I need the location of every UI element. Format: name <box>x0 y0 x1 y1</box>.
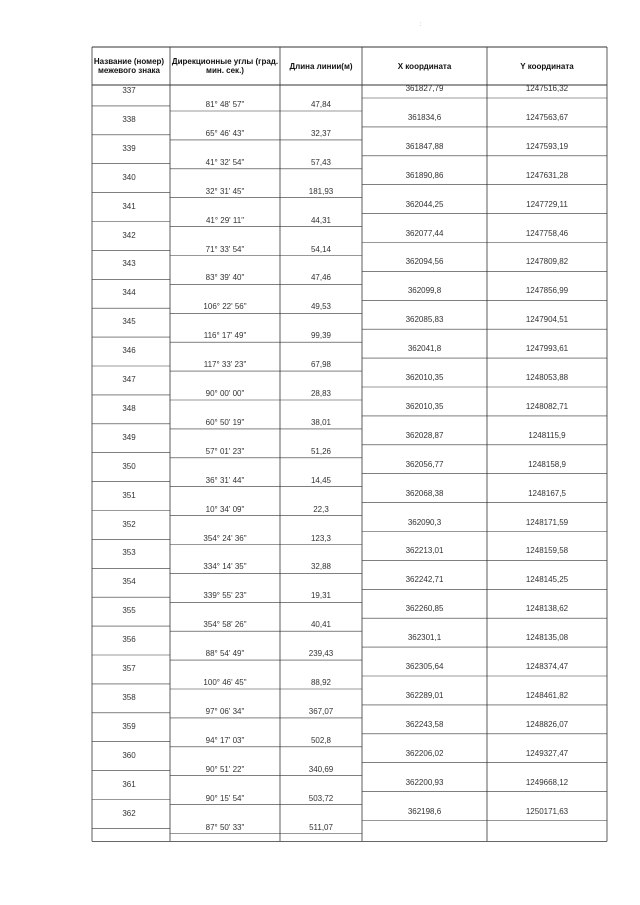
y-coordinate: 1247993,61 <box>525 344 569 354</box>
point-name: 341 <box>122 201 136 211</box>
y-coordinate: 1249668,12 <box>525 777 569 787</box>
x-coordinate: 361827,79 <box>405 84 444 93</box>
x-coordinate: 362094,56 <box>405 257 444 267</box>
point-name: 347 <box>122 375 136 384</box>
direction-angle: 36° 31' 44" <box>205 475 245 485</box>
point-name: 351 <box>122 490 136 500</box>
y-coordinate: 1248138,62 <box>525 604 569 614</box>
y-coordinate: 1248135,08 <box>525 633 569 643</box>
direction-angle: 32° 31' 45" <box>205 186 245 196</box>
header-point-name: Название (номер) межевого знака <box>93 57 165 75</box>
direction-angle: 100° 46' 45" <box>203 678 247 687</box>
x-coordinate: 362243,58 <box>405 719 444 729</box>
y-coordinate: 1247631,28 <box>525 170 569 180</box>
x-coordinate: 362099,8 <box>407 286 442 296</box>
line-length: 88,92 <box>310 678 332 687</box>
line-length: 367,07 <box>308 706 334 716</box>
point-name: 343 <box>122 259 136 269</box>
point-name: 357 <box>122 664 136 673</box>
line-length: 19,31 <box>310 591 332 601</box>
line-length: 503,72 <box>308 793 334 803</box>
y-coordinate: 1248167,5 <box>528 488 566 498</box>
direction-angle: 81° 48' 57" <box>205 100 245 109</box>
y-coordinate: 1247729,11 <box>526 199 568 209</box>
x-coordinate: 362213,01 <box>405 546 444 556</box>
direction-angle: 354° 58' 26" <box>203 620 247 630</box>
point-name: 342 <box>122 230 136 240</box>
point-name: 361 <box>122 779 136 789</box>
line-length: 40,41 <box>310 620 332 630</box>
y-coordinate: 1247593,19 <box>525 141 569 151</box>
y-coordinate: 1247758,46 <box>525 228 569 238</box>
point-name: 359 <box>122 721 136 731</box>
direction-angle: 94° 17' 03" <box>205 735 245 745</box>
x-coordinate: 362198,6 <box>407 806 442 816</box>
x-coordinate: 362068,38 <box>405 488 444 498</box>
x-coordinate: 362305,64 <box>405 662 444 671</box>
x-coordinate: 362010,35 <box>405 401 444 411</box>
point-name: 362 <box>122 808 136 818</box>
direction-angle: 339° 55' 23" <box>203 591 247 601</box>
x-coordinate: 362242,71 <box>405 575 444 585</box>
point-name: 358 <box>122 692 136 702</box>
point-name: 345 <box>122 317 136 327</box>
y-coordinate: 1248461,82 <box>525 690 569 700</box>
page-marker: : <box>420 22 422 28</box>
direction-angle: 116° 17' 49" <box>203 331 247 341</box>
direction-angle: 106° 22' 56" <box>203 302 247 312</box>
line-length: 32,37 <box>310 128 332 138</box>
y-coordinate: 1248374,47 <box>525 662 569 671</box>
x-coordinate: 362260,85 <box>405 604 444 614</box>
x-coordinate: 362056,77 <box>405 459 444 469</box>
direction-angle: 90° 00' 00" <box>205 389 245 398</box>
point-name: 354 <box>122 577 136 587</box>
x-coordinate: 361847,88 <box>405 141 444 151</box>
y-coordinate: 1248158,9 <box>528 459 566 469</box>
line-length: 22,3 <box>313 504 329 514</box>
line-length: 32,88 <box>310 562 332 572</box>
line-length: 47,46 <box>310 273 332 283</box>
x-coordinate: 362028,87 <box>405 430 444 440</box>
direction-angle: 60° 50' 19" <box>205 417 245 427</box>
line-length: 181,93 <box>308 186 334 196</box>
direction-angle: 88° 54' 49" <box>205 649 245 659</box>
y-coordinate: 1248159,58 <box>525 546 569 556</box>
y-coordinate: 1247904,51 <box>525 315 569 325</box>
line-length: 14,45 <box>310 475 332 485</box>
y-coordinate: 1248171,59 <box>525 517 569 527</box>
x-coordinate: 362085,83 <box>405 315 444 325</box>
x-coordinate: 362044,25 <box>405 199 444 209</box>
line-length: 28,83 <box>310 389 332 398</box>
x-coordinate: 362010,35 <box>405 373 444 382</box>
x-coordinate: 361890,86 <box>405 170 444 180</box>
point-name: 340 <box>122 172 136 182</box>
direction-angle: 83° 39' 40" <box>205 273 245 283</box>
y-coordinate: 1248826,07 <box>525 719 569 729</box>
point-name: 339 <box>122 143 136 153</box>
line-length: 502,8 <box>310 735 332 745</box>
y-coordinate: 1250171,63 <box>525 806 569 816</box>
y-coordinate: 1248082,71 <box>525 401 569 411</box>
x-coordinate: 362200,93 <box>405 777 444 787</box>
y-coordinate: 1247516,32 <box>525 84 569 93</box>
direction-angle: 10° 34' 09" <box>205 504 245 514</box>
point-name: 355 <box>122 606 136 616</box>
header-x-coordinate: X координата <box>397 61 452 71</box>
header-y-coordinate: Y координата <box>520 61 574 71</box>
x-coordinate: 362206,02 <box>405 748 444 758</box>
direction-angle: 41° 32' 54" <box>205 157 245 167</box>
line-length: 123,3 <box>310 533 332 543</box>
point-name: 352 <box>122 519 136 529</box>
direction-angle: 57° 01' 23" <box>205 446 245 456</box>
direction-angle: 97° 06' 34" <box>205 706 245 716</box>
line-length: 49,53 <box>310 302 332 312</box>
line-length: 340,69 <box>308 764 334 774</box>
line-length: 54,14 <box>310 244 332 254</box>
point-name: 346 <box>122 346 136 356</box>
y-coordinate: 1248115,9 <box>528 430 566 440</box>
point-name: 350 <box>122 461 136 471</box>
header-line-length: Длина линии(м) <box>289 61 353 71</box>
line-length: 99,39 <box>310 331 332 341</box>
direction-angle: 334° 14' 35" <box>203 562 247 572</box>
point-name: 348 <box>122 403 136 413</box>
line-length: 44,31 <box>310 215 332 225</box>
x-coordinate: 362077,44 <box>405 228 444 238</box>
direction-angle: 90° 15' 54" <box>205 793 245 803</box>
x-coordinate: 362301,1 <box>407 633 442 643</box>
y-coordinate: 1247856,99 <box>525 286 569 296</box>
header-direction-angle: Дирекционные углы (град. мин. сек.) <box>171 57 279 75</box>
x-coordinate: 362289,01 <box>405 690 444 700</box>
y-coordinate: 1247563,67 <box>525 112 569 122</box>
direction-angle: 87° 50' 33" <box>205 822 245 832</box>
x-coordinate: 362090,3 <box>407 517 442 527</box>
direction-angle: 117° 33' 23" <box>203 360 247 370</box>
point-name: 356 <box>122 635 136 645</box>
point-name: 344 <box>122 288 136 298</box>
point-name: 337 <box>122 86 136 95</box>
point-name: 338 <box>122 114 136 124</box>
y-coordinate: 1248145,25 <box>525 575 569 585</box>
y-coordinate: 1248053,88 <box>525 373 569 382</box>
direction-angle: 354° 24' 36" <box>203 533 247 543</box>
line-length: 38,01 <box>310 417 332 427</box>
direction-angle: 71° 33' 54" <box>205 244 245 254</box>
direction-angle: 65° 46' 43" <box>205 128 245 138</box>
line-length: 511,07 <box>309 822 333 832</box>
line-length: 47,84 <box>310 100 332 109</box>
direction-angle: 90° 51' 22" <box>205 764 245 774</box>
point-name: 349 <box>122 432 136 442</box>
point-name: 360 <box>122 750 136 760</box>
line-length: 57,43 <box>310 157 332 167</box>
point-name: 353 <box>122 548 136 558</box>
line-length: 51,26 <box>310 446 332 456</box>
y-coordinate: 1247809,82 <box>525 257 569 267</box>
line-length: 239,43 <box>308 649 334 659</box>
x-coordinate: 362041,8 <box>407 344 442 354</box>
direction-angle: 41° 29' 11" <box>205 215 245 225</box>
y-coordinate: 1249327,47 <box>525 748 569 758</box>
line-length: 67,98 <box>310 360 332 370</box>
x-coordinate: 361834,6 <box>407 112 442 122</box>
